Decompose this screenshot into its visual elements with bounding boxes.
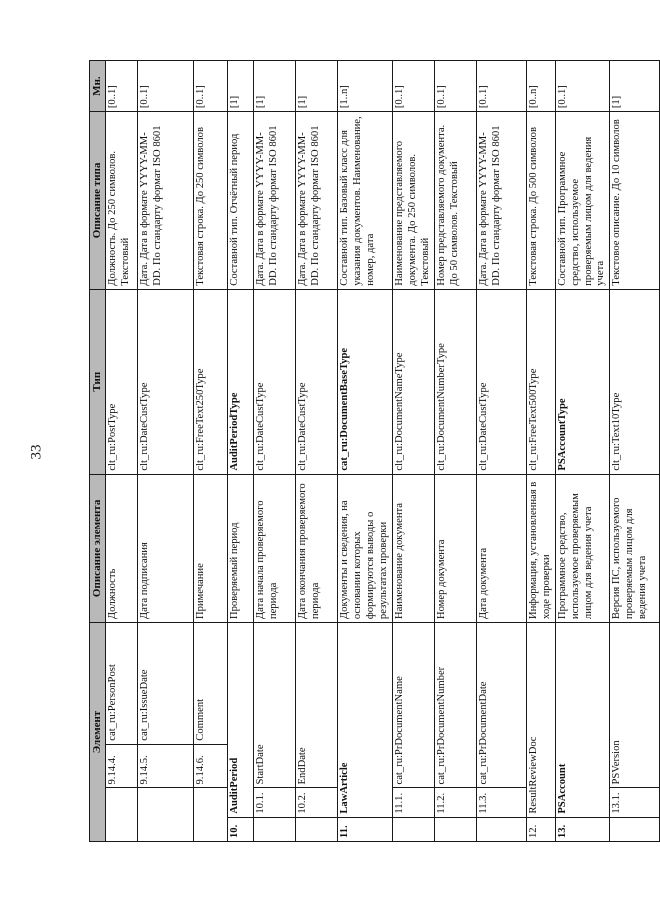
row-type: clt_ru:PostType: [106, 289, 138, 474]
table-row: [476, 61, 526, 842]
row-multiplicity: [0..1]: [434, 61, 476, 112]
row-element-name: Comment: [194, 623, 228, 745]
row-multiplicity: [0..1]: [138, 61, 194, 112]
row-spacer: [106, 788, 138, 842]
row-number: 12.: [526, 817, 555, 841]
row-spacer: [194, 788, 228, 842]
row-element-description: Информация, установленная в ходе проверки: [526, 474, 555, 622]
table-row: [254, 61, 296, 842]
header-multiplicity: Мн.: [90, 61, 106, 112]
row-element-description: Проверяемый период: [228, 474, 254, 622]
row-element-description: Примечание: [194, 474, 228, 622]
table-row: [393, 61, 435, 842]
row-element-name: PSVersion: [610, 623, 660, 788]
table-row: [228, 61, 254, 842]
row-type: PSAccountType: [555, 289, 610, 474]
row-element-name: EndDate: [296, 623, 338, 788]
row-type: clt_ru:DateCustType: [254, 289, 296, 474]
row-multiplicity: [0..1]: [393, 61, 435, 112]
row-number: 11.2.: [434, 788, 476, 817]
row-type: clt_ru:Text10Type: [610, 289, 660, 474]
row-element-description: Дата окончания проверяемого периода: [296, 474, 338, 622]
row-number: 10.2.: [296, 788, 338, 817]
row-multiplicity: [0..n]: [526, 61, 555, 112]
row-spacer: [434, 817, 476, 841]
row-spacer: [610, 817, 660, 841]
table-row: [106, 61, 138, 842]
row-spacer: [476, 817, 526, 841]
row-multiplicity: [1..n]: [338, 61, 393, 112]
row-element-description: Должность: [106, 474, 138, 622]
row-number: 9.14.6.: [194, 744, 228, 788]
row-type: clt_ru:DateCustType: [476, 289, 526, 474]
row-element-name: cat_ru:IssueDate: [138, 623, 194, 745]
row-spacer: [393, 817, 435, 841]
row-number: 9.14.4.: [106, 744, 138, 788]
table-row: [434, 61, 476, 842]
row-multiplicity: [0..1]: [106, 61, 138, 112]
row-element-name: cat_ru:PrDocumentNumber: [434, 623, 476, 788]
row-type-description: Дата. Дата в формате YYYY-MM-DD. По стандарту формат ISO 8601: [254, 112, 296, 290]
row-type: clt_ru:FreeText500Type: [526, 289, 555, 474]
header-type: Тип: [90, 289, 106, 474]
row-element-description: Версия ПС, используемого проверяемым лицом для ведения учета: [610, 474, 660, 622]
row-element-description: Программное средство, используемое проверяемым лицом для ведения учета: [555, 474, 610, 622]
table-row: [138, 61, 194, 842]
element-table: [89, 60, 660, 842]
table-row: [555, 61, 610, 842]
row-element-name: PSAccount: [555, 623, 610, 818]
row-multiplicity: [1]: [254, 61, 296, 112]
row-number: 10.1.: [254, 788, 296, 817]
row-multiplicity: [1]: [610, 61, 660, 112]
row-type: clt_ru:DateCustType: [296, 289, 338, 474]
row-type: clt_ru:DateCustType: [138, 289, 194, 474]
row-element-name: AuditPeriod: [228, 623, 254, 818]
row-multiplicity: [1]: [228, 61, 254, 112]
row-type-description: Дата. Дата в формате YYYY-MM-DD. По стандарту формат ISO 8601: [476, 112, 526, 290]
row-multiplicity: [1]: [296, 61, 338, 112]
row-spacer: [296, 817, 338, 841]
row-number: 11.1.: [393, 788, 435, 817]
row-spacer: [138, 788, 194, 842]
row-element-name: StartDate: [254, 623, 296, 788]
row-element-name: cat_ru:PersonPost: [106, 623, 138, 745]
row-type: clt_ru:FreeText250Type: [194, 289, 228, 474]
table-row: [296, 61, 338, 842]
row-type-description: Должность. До 250 символов. Текстовый: [106, 112, 138, 290]
row-element-description: Документы и сведения, на основании которых формируются выводы о результатах проверки: [338, 474, 393, 622]
page-number: 33: [28, 444, 45, 460]
row-type-description: Текстовая строка. До 500 символов: [526, 112, 555, 290]
row-type: AuditPeriodType: [228, 289, 254, 474]
row-number: 9.14.5.: [138, 744, 194, 788]
row-type-description: Дата. Дата в формате YYYY-MM-DD. По стандарту формат ISO 8601: [138, 112, 194, 290]
header-element: Элемент: [90, 623, 106, 842]
row-element-name: cat_ru:PrDocumentDate: [476, 623, 526, 788]
row-element-name: cat_ru:PrDocumentName: [393, 623, 435, 788]
row-element-description: Дата начала проверяемого периода: [254, 474, 296, 622]
row-type-description: Номер представляемого документа. До 50 символов. Текстовый: [434, 112, 476, 290]
row-number: 10.: [228, 817, 254, 841]
table-row: [610, 61, 660, 842]
row-element-description: Наименование документа: [393, 474, 435, 622]
row-spacer: [254, 817, 296, 841]
row-number: 11.3.: [476, 788, 526, 817]
row-element-description: Номер документа: [434, 474, 476, 622]
table-frame: [89, 60, 649, 842]
row-number: 11.: [338, 817, 393, 841]
table-row: [194, 61, 228, 842]
header-element-description: Описание элемента: [90, 474, 106, 622]
row-number: 13.1.: [610, 788, 660, 817]
row-multiplicity: [0..1]: [476, 61, 526, 112]
row-type-description: Текстовое описание. До 10 символов: [610, 112, 660, 290]
table-row: [338, 61, 393, 842]
row-element-name: ResultReviewDoc: [526, 623, 555, 818]
row-type-description: Текстовая строка. До 250 символов: [194, 112, 228, 290]
row-type: clt_ru:DocumentNumberType: [434, 289, 476, 474]
row-element-description: Дата подписания: [138, 474, 194, 622]
row-multiplicity: [0..1]: [555, 61, 610, 112]
header-type-description: Описание типа: [90, 112, 106, 290]
row-element-name: LawArticle: [338, 623, 393, 818]
row-number: 13.: [555, 817, 610, 841]
row-type: clt_ru:DocumentNameType: [393, 289, 435, 474]
row-element-description: Дата документа: [476, 474, 526, 622]
row-multiplicity: [0..1]: [194, 61, 228, 112]
table-row: [526, 61, 555, 842]
row-type-description: Дата. Дата в формате YYYY-MM-DD. По стандарту формат ISO 8601: [296, 112, 338, 290]
row-type: cat_ru:DocumentBaseType: [338, 289, 393, 474]
row-type-description: Составной тип. Отчётный период: [228, 112, 254, 290]
row-type-description: Составной тип. Базовый класс для указания документов. Наименование, номер, дата: [338, 112, 393, 290]
row-type-description: Наименование представляемого документа. До 250 символов. Текстовый: [393, 112, 435, 290]
table-header-row: [90, 61, 106, 842]
row-type-description: Составной тип. Программное средство, используемое проверяемым лицом для ведения учета: [555, 112, 610, 290]
